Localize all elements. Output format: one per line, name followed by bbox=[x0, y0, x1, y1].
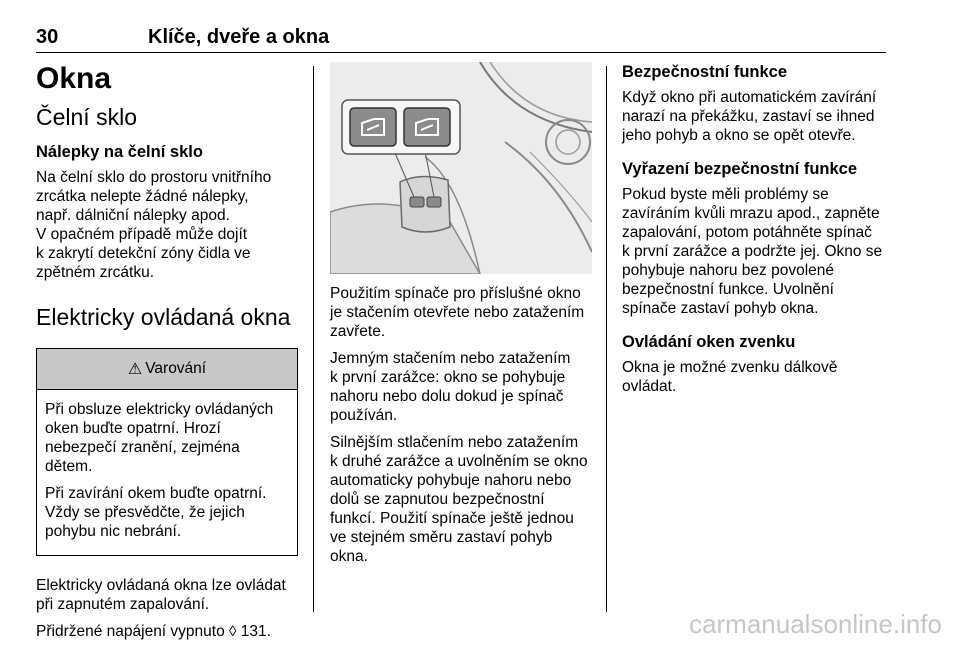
page-reference-arrow-icon: ◊ bbox=[229, 623, 237, 640]
power-windows-title: Elektricky ovládaná okna bbox=[36, 304, 291, 330]
paragraph: Pokud byste měli problémy se zavíráním kvůli mrazu apod., zapněte zapalování, potom potáhněte spínač k první zarážce a podržte jej. Okno se pohybuje nahoru bez povolené bezpečnostní funkce. Uvolnění spínače zastaví pohyb okna. bbox=[622, 186, 883, 317]
page-number: 30 bbox=[36, 26, 59, 48]
paragraph: Silnějším stlačením nebo zatažením k druhé zarážce a uvolněním se okno automaticky pohybuje nahoru nebo dolů se zapnutou bezpečnostní funkcí. Použití spínače ještě jednou ve stejném směru zastaví pohyb okna. bbox=[330, 434, 588, 565]
sticker-text: Na čelní sklo do prostoru vnitřního zrcátka nelepte žádné nálepky, např. dálniční nálepky apod. V opačném případě může dojít k zakrytí detekční zóny čidla ve zpětném zrcátku. bbox=[36, 169, 272, 281]
warning-body bbox=[37, 390, 297, 555]
column-divider bbox=[313, 66, 314, 612]
window-switch-illustration bbox=[330, 62, 592, 274]
column-divider bbox=[606, 66, 607, 612]
section-title: Okna bbox=[36, 62, 112, 95]
remote-control-heading: Ovládání oken zvenku bbox=[622, 333, 796, 351]
paragraph: Použitím spínače pro příslušné okno je stačením otevřete nebo zatažením zavřete. bbox=[330, 285, 585, 340]
chapter-title: Klíče, dveře a okna bbox=[148, 26, 330, 48]
warning-triangle-icon: ⚠ bbox=[127, 361, 143, 378]
column-left bbox=[36, 62, 298, 649]
warning-text: Při zavírání okem buďte opatrní. Vždy se přesvědčte, že jejich pohybu nic nebrání. bbox=[45, 485, 267, 540]
warning-text: Při obsluze elektricky ovládaných oken buďte opatrní. Hrozí nebezpečí zranění, zejména dětem. bbox=[45, 401, 274, 475]
disable-safety-heading: Vyřazení bezpečnostní funkce bbox=[622, 160, 858, 178]
paragraph: Když okno při automatickém zavírání narazí na překážku, zastaví se ihned jeho pohyb a okno se opět otevře. bbox=[622, 89, 877, 144]
page-header bbox=[36, 22, 886, 53]
reference-text: Přidržené napájení vypnuto bbox=[36, 623, 225, 640]
watermark: carmanualsonline.info bbox=[689, 609, 942, 639]
page-reference-link[interactable]: 131. bbox=[240, 623, 271, 640]
subsection-title: Čelní sklo bbox=[36, 104, 137, 130]
column-right bbox=[622, 62, 892, 404]
warning-box bbox=[36, 348, 298, 556]
column-middle bbox=[330, 62, 592, 574]
paragraph: Jemným stačením nebo zatažením k první zarážce: okno se pohybuje nahoru nebo dolu dokud je spínač používán. bbox=[330, 350, 571, 424]
warning-title: Varování bbox=[145, 360, 207, 377]
sticker-heading: Nálepky na čelní sklo bbox=[36, 143, 203, 161]
paragraph-reference bbox=[36, 622, 298, 641]
paragraph: Elektricky ovládaná okna lze ovládat při zapnutém zapalování. bbox=[36, 577, 286, 613]
paragraph: Okna je možné zvenku dálkově ovládat. bbox=[622, 359, 838, 395]
safety-function-heading: Bezpečnostní funkce bbox=[622, 63, 788, 81]
warning-header bbox=[37, 349, 297, 390]
